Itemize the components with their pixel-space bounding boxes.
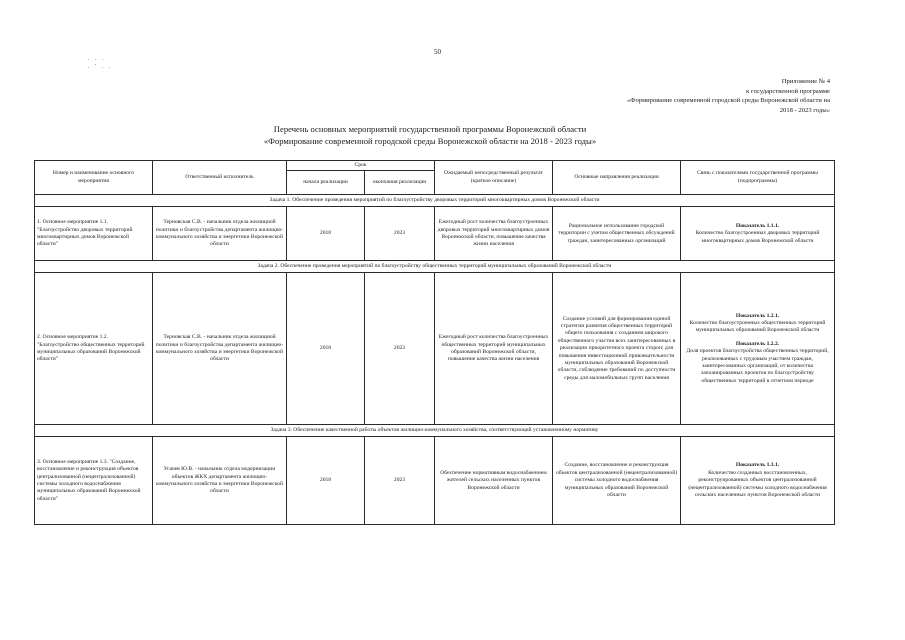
appendix-line: 2018 - 2023 годы» [779,106,830,114]
task-title: Задача 1. Обеспечение проведения мероприятий по благоустройству дворовых территорий многоквартирных домов Воронежской области [35,195,835,207]
task-title: Задача 2. Обеспечение проведения мероприятий по благоустройству общественных территорий муниципальных образований Воронежской области [35,261,835,273]
measure-row [35,437,835,525]
measure-end: 2023 [365,437,435,525]
header-row [35,161,835,171]
header-link: Связь с показателями государственной программы (подпрограммы) [681,161,835,195]
header-start: начала реализации [287,171,365,195]
measure-result: Ежегодный рост количества благоустроенных общественных территорий муниципальных образований Воронежской области, повышение качества жизни населения [435,273,553,425]
measure-start: 2018 [287,207,365,261]
appendix-line: Приложение № 4 [781,78,830,85]
appendix-block [470,77,830,115]
measure-start: 2018 [287,437,365,525]
measure-row [35,273,835,425]
appendix-line: к государственной программе [746,87,830,95]
measure-start: 2018 [287,273,365,425]
measure-number: 3. Основное мероприятие 1.3. "Создание, восстановление и реконструкция объектов централизованной (нецентрализованной) системы холодного водоснабжения муниципальных образований Воронежской области" [35,437,153,525]
indicator-title: Показатель 1.3.1. [735,462,780,469]
measure-executor: Усачев Ю.В. - начальник отдела модернизации объектов ЖКХ департамента жилищно-коммунального хозяйства и энергетики Воронежской области [153,437,287,525]
page-number: 50 [434,48,441,56]
task-row [35,425,835,437]
header-executor: Ответственный исполнитель [153,161,287,195]
measure-end: 2023 [365,273,435,425]
measure-number: 2. Основное мероприятие 1.2. "Благоустройство общественных территорий муниципальных образований Воронежской области" [35,273,153,425]
measure-executor: Терновская С.В. - начальник отдела жилищной политики и благоустройства департамента жилищно-коммунального хозяйства и энергетики Воронежской области [153,207,287,261]
header-result: Ожидаемый непосредственный результат (краткое описание) [435,161,553,195]
header-number: Номер и наименование основного мероприятия [35,161,153,195]
title-line: «Формирование современной городской среды Воронежской области на 2018 - 2023 годы» [263,135,597,146]
measure-indicators [681,437,835,525]
document-title [150,124,710,147]
measure-indicators [681,207,835,261]
task-row [35,261,835,273]
header-term: Срок [287,161,435,171]
measure-indicators [681,273,835,425]
task-row [35,195,835,207]
measure-directions: Создание, восстановление и реконструкция объектов централизованной (нецентрализованной) системы холодного водоснабжения муниципальных образований Воронежской области [553,437,681,525]
measure-executor: Терновская С.В. - начальник отдела жилищной политики и благоустройства департамента жилищно-коммунального хозяйства и энергетики Воронежской области [153,273,287,425]
indicator-text: Количество благоустроенных дворовых территорий многоквартирных домов Воронежской области [695,230,820,244]
measure-number: 1. Основное мероприятие 1.1. "Благоустройство дворовых территорий многоквартирных домов Воронежской области" [35,207,153,261]
header-end: окончания реализации [365,171,435,195]
measure-result: Ежегодный рост количества благоустроенных дворовых территорий многоквартирных домов Воронежской области, повышение качества жизни населения [435,207,553,261]
title-line: Перечень основных мероприятий государственной программы Воронежской области [273,124,587,134]
measures-table [34,160,835,525]
header-directions: Основные направления реализации [553,161,681,195]
indicator-title: Показатель 1.2.1. [735,312,780,319]
scan-specks: . . . . ' . . [88,56,113,70]
task-title: Задача 3. Обеспечение качественной работы объектов жилищно-коммунального хозяйства, соответствующий установленному нормативу [35,425,835,437]
measure-end: 2023 [365,207,435,261]
indicator-title: Показатель 1.1.1. [735,222,780,229]
appendix-line: «Формирование современной городской среды Воронежской области на [626,97,830,105]
indicator-text: Количество созданных восстановленных, реконструированных объектов централизованной (нецентрализованной) системы холодного водоснабжения сельских населенных пунктов Воронежской области [688,469,827,499]
measure-directions: Рациональное использование городской территории с учетом общественных обсуждений граждан, заинтересованных организаций [553,207,681,261]
measure-result: Обеспечение нормативным водоснабжением жителей сельских населенных пунктов Воронежской области [435,437,553,525]
measure-row [35,207,835,261]
indicator-text: Количество благоустроенных общественных территорий муниципальных образований Воронежской области [689,319,826,334]
indicator-title: Показатель 1.2.2. [735,340,780,347]
indicator-text: Доля проектов благоустройства общественных территорий, реализованных с трудовым участием граждан, заинтересованных организаций, от количества запланированных проектов по благоустройству общественных территорий в отчетном периоде [686,348,829,384]
measure-directions: Создание условий для формирования единой стратегии развития общественных территорий общего пользования с созданием широкого общественного участия всех заинтересованных в реализации приоритетного проекта сторон; для повышения инвестиционной привлекательности муниципальных образований Воронежской области, соблюдение требований по доступности среды для маломобильных групп населения [553,273,681,425]
